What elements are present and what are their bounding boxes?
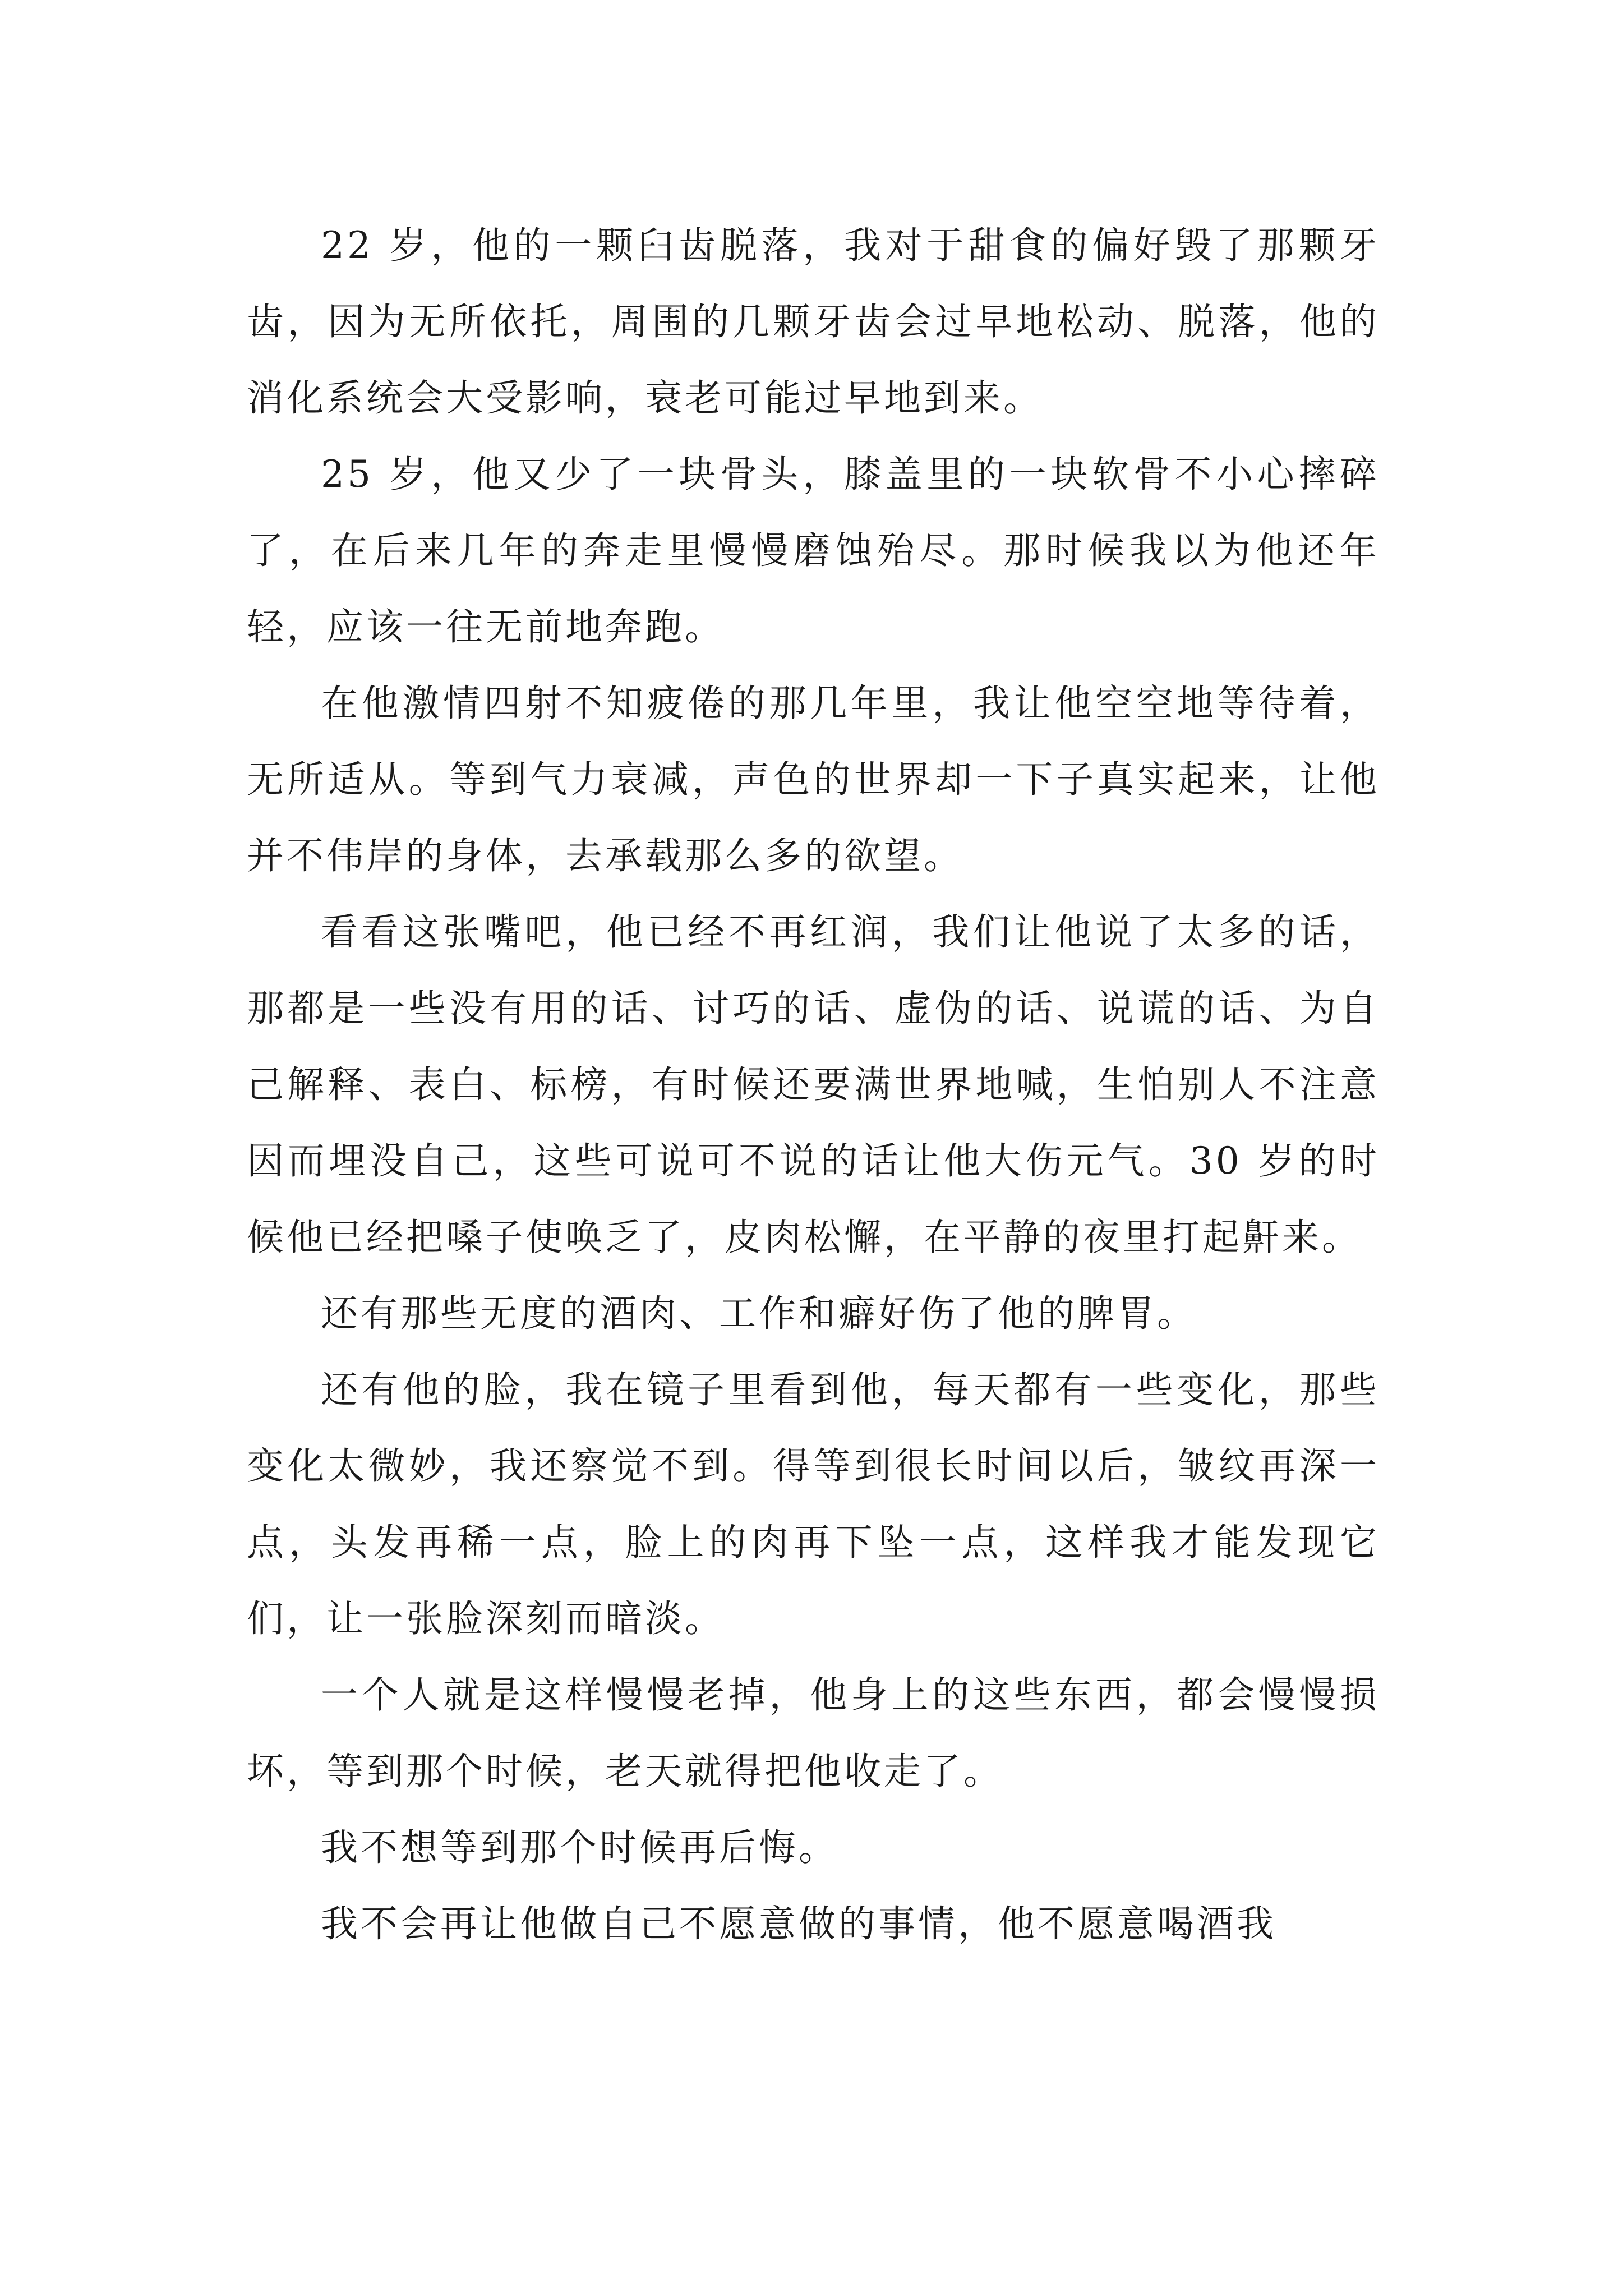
paragraph-4: 看看这张嘴吧，他已经不再红润，我们让他说了太多的话，那都是一些没有用的话、讨巧的话、虚伪的话、说谎的话、为自己解释、表白、标榜，有时候还要满世界地喊，生怕别人不注意因而埋没自己，这些可说可不说的话让他大伤元气。30 岁的时候他已经把嗓子使唤乏了，皮肉松懈，在平静的夜里打起鼾来。: [247, 910, 1380, 1259]
paragraph-7: 一个人就是这样慢慢老掉，他身上的这些东西，都会慢慢损坏，等到那个时候，老天就得把他收走了。: [247, 1673, 1380, 1793]
paragraph-2: 25 岁，他又少了一块骨头，膝盖里的一块软骨不小心摔碎了，在后来几年的奔走里慢慢磨蚀殆尽。那时候我以为他还年轻，应该一往无前地奔跑。: [247, 453, 1380, 648]
paragraph-9: 我不会再让他做自己不愿意做的事情，他不愿意喝酒我: [321, 1902, 1276, 1945]
paragraph-6: 还有他的脸，我在镜子里看到他，每天都有一些变化，那些变化太微妙，我还察觉不到。得等到很长时间以后，皱纹再深一点，头发再稀一点，脸上的肉再下坠一点，这样我才能发现它们，让一张脸深刻而暗淡。: [247, 1368, 1380, 1640]
body-text: [247, 208, 1380, 1962]
paragraph-8: 我不想等到那个时候再后悔。: [321, 1826, 838, 1869]
paragraph-3: 在他激情四射不知疲倦的那几年里，我让他空空地等待着，无所适从。等到气力衰减，声色的世界却一下子真实起来，让他并不伟岸的身体，去承载那么多的欲望。: [247, 682, 1380, 877]
paragraph-1: 22 岁，他的一颗臼齿脱落，我对于甜食的偏好毁了那颗牙齿，因为无所依托，周围的几颗牙齿会过早地松动、脱落，他的消化系统会大受影响，衰老可能过早地到来。: [247, 224, 1380, 420]
paragraph-5: 还有那些无度的酒肉、工作和癖好伤了他的脾胃。: [321, 1292, 1197, 1335]
